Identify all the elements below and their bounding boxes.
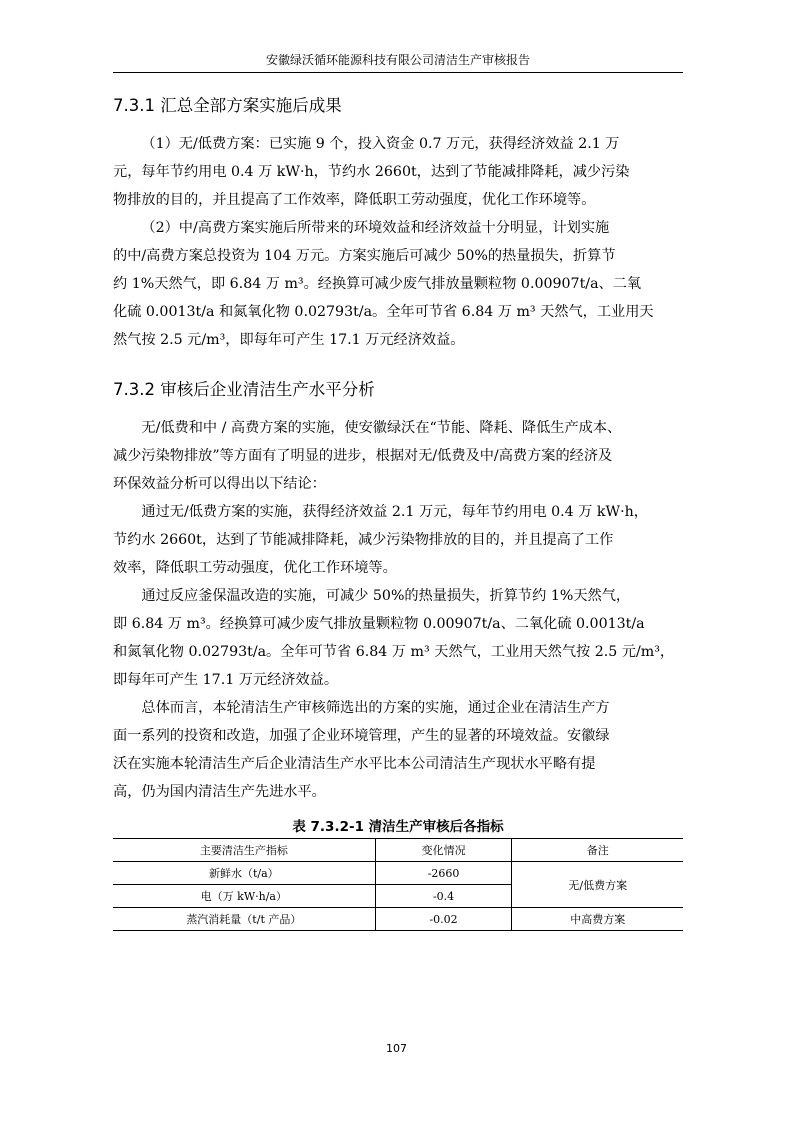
table-row <box>113 908 683 931</box>
table-cell: 新鲜水（t/a） <box>113 862 375 885</box>
text-line: 和氮氧化物 0.02793t/a。全年可节省 6.84 万 m³ 天然气，工业用天然气按 2.5 元/m³， <box>113 644 675 660</box>
text-line: 化硫 0.0013t/a 和氮氧化物 0.02793t/a。全年可节省 6.84 万 m³ 天然气，工业用天 <box>113 304 654 320</box>
page-header: 安徽绿沃循环能源科技有限公司清洁生产审核报告 <box>113 52 683 73</box>
text-line: （2）中/高费方案实施后所带来的环境效益和经济效益十分明显，计划实施 <box>141 220 610 236</box>
table-cell: -0.02 <box>375 908 512 931</box>
table-header-row <box>113 839 683 862</box>
table-header-cell: 变化情况 <box>375 839 512 862</box>
paragraph-reactor-result <box>113 582 683 694</box>
text-line: 的中/高费方案总投资为 104 万元。方案实施后可减少 50%的热量损失，折算节 <box>113 248 616 264</box>
text-line: （1）无/低费方案：已实施 9 个，投入资金 0.7 万元，获得经济效益 2.1 万 <box>141 136 620 152</box>
text-line: 高，仍为国内清洁生产先进水平。 <box>113 784 326 800</box>
text-line: 物排放的目的，并且提高了工作效率，降低职工劳动强度，优化工作环境等。 <box>113 192 596 208</box>
text-line: 节约水 2660t，达到了节能减排降耗，减少污染物排放的目的，并且提高了工作 <box>113 532 614 548</box>
paragraph-high-cost <box>113 214 683 354</box>
table-header-cell: 备注 <box>512 839 683 862</box>
section-title-7-3-2: 7.3.2 审核后企业清洁生产水平分析 <box>113 380 375 399</box>
table-cell-note: 中高费方案 <box>512 908 683 931</box>
text-line: 然气按 2.5 元/m³，即每年可产生 17.1 万元经济效益。 <box>113 332 465 348</box>
text-line: 总体而言，本轮清洁生产审核筛选出的方案的实施，通过企业在清洁生产方 <box>141 700 610 716</box>
section-title-7-3-1: 7.3.1 汇总全部方案实施后成果 <box>113 96 342 115</box>
paragraph-low-cost-result <box>113 498 683 582</box>
text-line: 通过无/低费方案的实施，获得经济效益 2.1 万元，每年节约用电 0.4 万 kW·h， <box>141 504 648 520</box>
table-cell: -0.4 <box>375 885 512 908</box>
document-body <box>113 92 683 931</box>
text-line: 通过反应釜保温改造的实施，可减少 50%的热量损失，折算节约 1%天然气， <box>141 588 631 604</box>
page-number: 107 <box>386 1042 407 1055</box>
table-cell: 蒸汽消耗量（t/t 产品） <box>113 908 375 931</box>
text-line: 约 1%天然气，即 6.84 万 m³。经换算可减少废气排放量颗粒物 0.00907t/a、二氧 <box>113 276 642 292</box>
text-line: 即每年可产生 17.1 万元经济效益。 <box>113 672 339 688</box>
paragraph-summary <box>113 414 683 498</box>
indicator-table <box>113 838 683 931</box>
table-cell-note: 无/低费方案 <box>512 862 683 908</box>
text-line: 无/低费和中 / 高费方案的实施，使安徽绿沃在“节能、降耗、降低生产成本、 <box>141 420 622 436</box>
table-row <box>113 862 683 885</box>
text-line: 减少污染物排放”等方面有了明显的进步，根据对无/低费及中/高费方案的经济及 <box>113 448 613 464</box>
table-caption: 表 7.3.2-1 清洁生产审核后各指标 <box>292 819 504 835</box>
paragraph-low-cost <box>113 130 683 214</box>
text-line: 面一系列的投资和改造，加强了企业环境管理，产生的显著的环境效益。安徽绿 <box>113 728 610 744</box>
text-line: 效率，降低职工劳动强度，优化工作环境等。 <box>113 560 397 576</box>
text-line: 沃在实施本轮清洁生产后企业清洁生产水平比本公司清洁生产现状水平略有提 <box>113 756 596 772</box>
table-header-cell: 主要清洁生产指标 <box>113 839 375 862</box>
text-line: 环保效益分析可以得出以下结论： <box>113 476 326 492</box>
paragraph-conclusion <box>113 694 683 806</box>
text-line: 即 6.84 万 m³。经换算可减少废气排放量颗粒物 0.00907t/a、二氧化硫 0.0013t/a <box>113 616 645 632</box>
text-line: 元，每年节约用电 0.4 万 kW·h，节约水 2660t，达到了节能减排降耗，减少污染 <box>113 164 630 180</box>
table-cell: -2660 <box>375 862 512 885</box>
table-cell: 电（万 kW·h/a） <box>113 885 375 908</box>
